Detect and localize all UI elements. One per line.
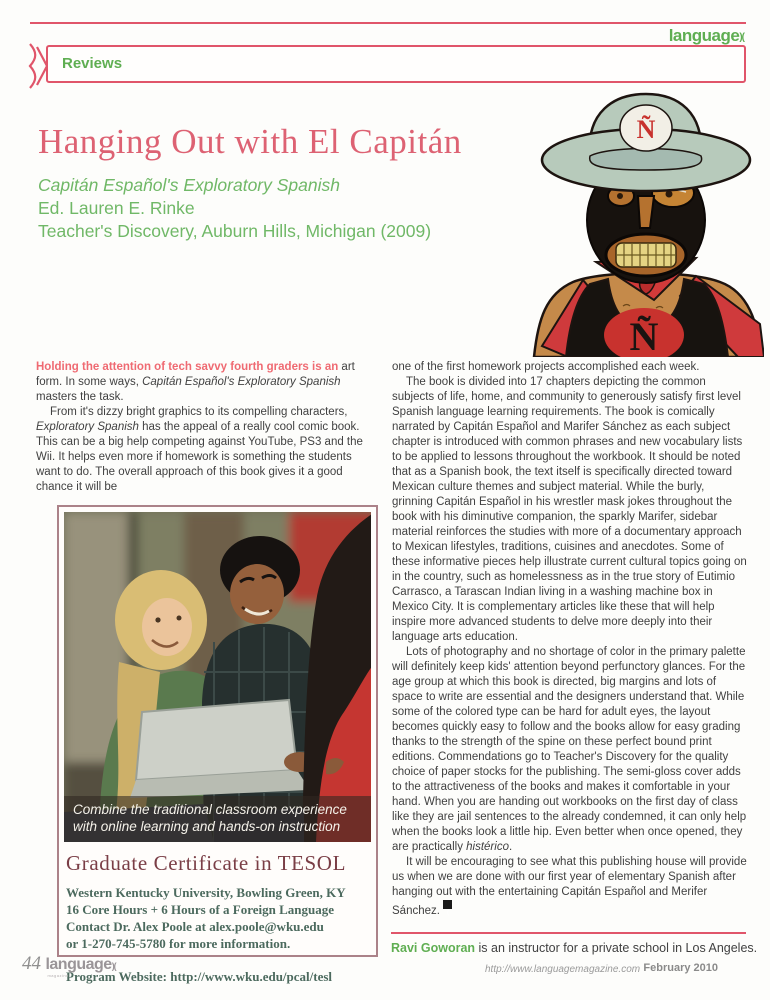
book-title: Capitán Español's Exploratory Spanish	[38, 175, 340, 195]
ad-details	[66, 884, 369, 952]
magazine-logo-text: language	[668, 26, 740, 45]
top-rule	[30, 22, 746, 24]
paragraph: From it's dizzy bright graphics to its compelling characters, Exploratory Spanish has the appeal of a really cool comic book. This can be a big help competing against YouTube, PS3 and the Wii. It helps even more if homework is something the students want to do. The overall approach of this book gives it a good chance it will be	[36, 406, 363, 493]
svg-text:Ñ: Ñ	[636, 115, 656, 144]
paragraph: Holding the attention of tech savvy fourth graders is an art form. In some ways, Capitán Español's Exploratory Spanish masters the task.	[36, 361, 355, 403]
paragraph: It will be encouraging to see what this publishing house will provide us when we are done with our first year of elementary Spanish after hanging out with the entertaining Capitán Español and Merifer Sánchez. )(	[392, 856, 747, 917]
reviews-section-header	[46, 45, 746, 83]
article-column-right	[392, 360, 748, 919]
capitan-espanol-illustration	[528, 84, 764, 357]
reviews-section-label: Reviews	[62, 55, 123, 72]
end-of-article-icon: )(	[443, 900, 452, 909]
article-column-left	[36, 360, 373, 495]
author-byline: Ravi Goworan is an instructor for a private school in Los Angeles.	[391, 941, 758, 955]
footer-left	[22, 953, 116, 978]
magazine-logo	[669, 26, 744, 46]
footer-magazine-logo: language)( magazine	[45, 956, 116, 978]
book-title-inline: Exploratory Spanish	[36, 421, 139, 433]
page-number: 44	[22, 953, 41, 974]
magazine-url: http://www.languagemagazine.com	[485, 964, 641, 975]
ad-heading: Graduate Certificate in TESOL	[66, 851, 347, 875]
paragraph: Lots of photography and no shortage of color in the primary palette will definitely keep kids' attention beyond perfunctory glances. For the age group at which this book is directed, big margins and lots of space to write are essential and the designers understand that. While some of the colored type can be hard for adult eyes, the layout becomes quickly easy to follow and the books allow for easy grading thanks to the strength of the spine on these perfect bound print editions. Commendations go to Teacher's Discovery for the quality choice of paper stocks for the publishing. The semi-gloss cover adds to the attractiveness of the books and makes it comfortable in your hand. When you are handing out workbooks on the first day of class like they are jail sentences to the already condemned, it can only help when the books look a little hip. Even better when once opened, they are practically histérico.	[392, 646, 747, 853]
ad-photo-caption: Combine the traditional classroom experience with online learning and hands-on instruction	[64, 796, 371, 842]
author-name: Ravi Goworan	[391, 941, 476, 955]
book-credits	[38, 174, 431, 243]
lead-in-text: Holding the attention of tech savvy fourth graders is an	[36, 361, 339, 373]
issue-date: February 2010	[643, 962, 718, 974]
paragraph: The book is divided into 17 chapters depicting the common subjects of life, home, and community to generously satisfy first level Spanish language learning requirements. The book is comically narrated by Capitán Español and Marifer Sánchez as each subject chapter is introduced with common phrases and new vocabulary lists to be applied to lessons throughout the workbook. It should be noted that as a Spanish book, the text itself is specifically directed toward Mexican culture themes and subject material. While the burly, grinning Capitán Español in his wrestler mask jokes throughout the book with his diminutive companion, the sparkly Marifer, sidebar material reinforces the studies with more of a documentary approach to Mexican lifestyles, traditions, cuisines and anecdotes. Some of these informative pieces help illustrate current cultural topics going on in the country, such as homelessness as in the true story of Eutimio Carrasco, a Tarascan Indian living in a washing machine box in Mexico City. It is complementary articles like these that will help inspire more advanced students to delve more deeply into their language arts education.	[392, 376, 747, 643]
paragraph: one of the first homework projects accomplished each week.	[392, 361, 700, 373]
footer-logo-subtext: magazine	[47, 973, 69, 978]
ad-line: Western Kentucky University, Bowling Green, KY	[66, 885, 346, 900]
footer-rule	[391, 932, 746, 934]
article-title: Hanging Out with El Capitán	[38, 122, 462, 161]
book-editor: Ed. Lauren E. Rinke	[38, 198, 195, 218]
ad-photo	[64, 512, 371, 842]
ad-website-line: Program Website: http://www.wku.edu/pcal/tesl	[66, 969, 333, 984]
svg-text:Ñ: Ñ	[629, 314, 659, 357]
ad-line: Contact Dr. Alex Poole at alex.poole@wku.edu	[66, 919, 324, 934]
students-laptop-photo	[64, 512, 371, 842]
magazine-logo-mark-icon: )(	[739, 32, 744, 43]
book-title-inline: Capitán Español's Exploratory Spanish	[142, 376, 341, 388]
book-publisher: Teacher's Discovery, Auburn Hills, Michigan (2009)	[38, 221, 432, 241]
footer-logo-mark-icon: )(	[111, 961, 116, 971]
ad-line: or 1-270-745-5780 for more information.	[66, 936, 291, 951]
ad-line: 16 Core Hours + 6 Hours of a Foreign Language	[66, 902, 335, 917]
